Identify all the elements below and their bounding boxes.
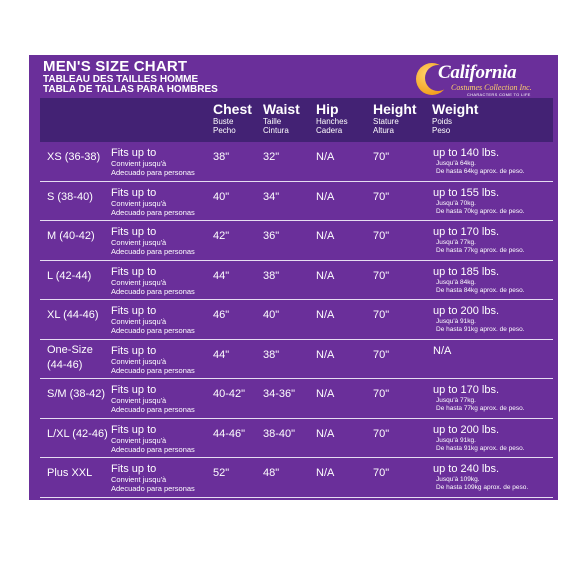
size-label: Plus XXL [47, 467, 93, 479]
size-label: M (40-42) [47, 230, 95, 242]
weight-value: up to 155 lbs. Jusqu'à 70kg. De hasta 70kg aprox. de peso. [433, 186, 525, 215]
waist-value: 32" [263, 151, 280, 163]
california-costumes-logo [413, 60, 551, 98]
height-value: 70" [373, 427, 390, 440]
height-value: 70" [373, 467, 390, 479]
header-waist: Waist Taille Cintura [263, 101, 300, 135]
fits-note: Fits up to Convient jusqu'à Adecuado para personas [111, 305, 195, 335]
chest-value: 40-42" [213, 388, 246, 400]
fits-note: Fits up to Convient jusqu'à Adecuado para personas [111, 265, 195, 296]
weight-value: up to 240 lbs. Jusqu'à 109kg. De hasta 109kg aprox. de peso. [433, 463, 529, 491]
table-row [40, 419, 553, 458]
fits-note: Fits up to Convient jusqu'à Adecuado para personas [111, 463, 195, 493]
weight-value: up to 185 lbs. Jusqu'à 84kg. De hasta 84kg aprox. de peso. [433, 265, 525, 294]
size-label: One-Size (44-46) [47, 343, 93, 371]
header-weight: Weight Poids Peso [432, 101, 479, 135]
hip-value: N/A [316, 388, 335, 400]
hip-value: N/A [316, 230, 335, 242]
size-label: XL (44-46) [47, 309, 99, 321]
hip-value: N/A [316, 348, 335, 361]
weight-value: up to 200 lbs. Jusqu'à 91kg. De hasta 91kg aprox. de peso. [433, 423, 525, 452]
waist-value: 38-40" [263, 427, 296, 440]
chart-title: MEN'S SIZE CHART [43, 58, 188, 75]
row-divider [40, 497, 553, 498]
header-hip: Hip Hanches Cadera [316, 101, 348, 135]
hip-value: N/A [316, 427, 335, 440]
waist-value: 36" [263, 230, 280, 242]
weight-value: up to 170 lbs. Jusqu'à 77kg. De hasta 77kg aprox. de peso. [433, 384, 525, 412]
table-row [40, 221, 553, 260]
hip-value: N/A [316, 269, 335, 282]
weight-value: up to 170 lbs. Jusqu'à 77kg. De hasta 77kg aprox. de peso. [433, 226, 525, 254]
table-row [40, 340, 553, 379]
size-label: L/XL (42-46) [47, 427, 108, 440]
weight-value: N/A [433, 344, 452, 357]
height-value: 70" [373, 151, 390, 163]
waist-value: 40" [263, 309, 280, 321]
title-block [43, 59, 218, 95]
waist-value: 34-36" [263, 388, 296, 400]
chest-value: 52" [213, 467, 230, 479]
waist-value: 48" [263, 467, 280, 479]
logo-brand: California [438, 62, 517, 83]
waist-value: 38" [263, 269, 280, 282]
chart-subtitle-es: TABLA DE TALLAS PARA HOMBRES [43, 84, 218, 95]
header-chest: Chest Buste Pecho [213, 101, 252, 135]
waist-value: 38" [263, 348, 280, 361]
header-height: Height Stature Altura [373, 101, 417, 135]
height-value: 70" [373, 309, 390, 321]
chart-subtitle-fr: TABLEAU DES TAILLES HOMME [43, 74, 199, 85]
waist-value: 34" [263, 190, 280, 203]
height-value: 70" [373, 388, 390, 400]
fits-note: Fits up to Convient jusqu'à Adecuado para personas [111, 186, 195, 217]
hip-value: N/A [316, 309, 335, 321]
size-label: S/M (38-42) [47, 388, 106, 400]
fits-note: Fits up to Convient jusqu'à Adecuado para personas [111, 384, 195, 414]
size-chart-card [29, 55, 558, 500]
weight-value: up to 140 lbs. Jusqu'à 64kg. De hasta 64kg aprox. de peso. [433, 147, 525, 175]
height-value: 70" [373, 348, 390, 361]
table-row [40, 142, 553, 181]
hip-value: N/A [316, 467, 335, 479]
height-value: 70" [373, 230, 390, 242]
size-label: L (42-44) [47, 269, 92, 282]
logo-tagline: CHARACTERS COME TO LIFE [467, 92, 531, 97]
size-label: XS (36-38) [47, 151, 101, 163]
fits-note: Fits up to Convient jusqu'à Adecuado para personas [111, 344, 195, 375]
table-row [40, 379, 553, 418]
fits-note: Fits up to Convient jusqu'à Adecuado para personas [111, 147, 195, 177]
height-value: 70" [373, 269, 390, 282]
chest-value: 40" [213, 190, 230, 203]
chest-value: 44-46" [213, 427, 246, 440]
table-header [40, 98, 553, 142]
chest-value: 46" [213, 309, 230, 321]
table-row [40, 182, 553, 221]
chest-value: 38" [213, 151, 230, 163]
logo-subbrand: Costumes Collection Inc. [451, 83, 532, 92]
size-label: S (38-40) [47, 190, 93, 203]
table-row [40, 458, 553, 497]
chest-value: 44" [213, 348, 230, 361]
table-row [40, 261, 553, 300]
hip-value: N/A [316, 151, 335, 163]
weight-value: up to 200 lbs. Jusqu'à 91kg. De hasta 91kg aprox. de peso. [433, 305, 525, 333]
fits-note: Fits up to Convient jusqu'à Adecuado para personas [111, 423, 195, 454]
table-row [40, 300, 553, 339]
fits-note: Fits up to Convient jusqu'à Adecuado para personas [111, 226, 195, 256]
chest-value: 44" [213, 269, 230, 282]
height-value: 70" [373, 190, 390, 203]
chest-value: 42" [213, 230, 230, 242]
hip-value: N/A [316, 190, 335, 203]
